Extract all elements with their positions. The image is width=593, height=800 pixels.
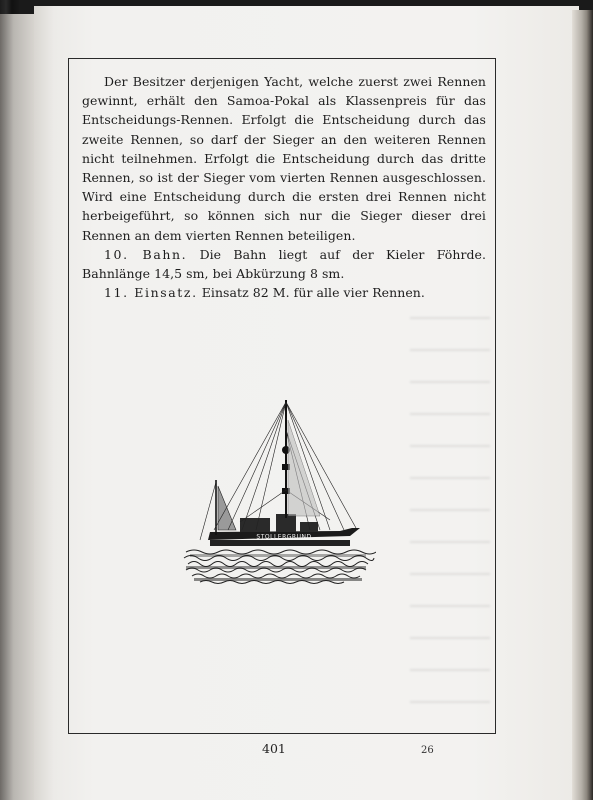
hull-name-label: STOLLERGRUND	[256, 533, 312, 541]
hull-waterline	[210, 540, 350, 546]
section-11	[82, 283, 486, 302]
sea-shading	[186, 554, 366, 581]
section-10	[82, 245, 486, 283]
deckhouse	[240, 518, 270, 532]
section-10-label: 10. Bahn.	[104, 246, 188, 262]
section-10-text: Die Bahn liegt auf der Kieler Föhrde. Bahnlänge 14,5 sm, bei Abkürzung 8 sm.	[82, 246, 487, 282]
previous-page-edge	[0, 14, 34, 800]
book-gutter	[572, 10, 593, 800]
lightship-illustration	[180, 390, 376, 590]
signature-mark: 26	[421, 745, 434, 756]
body-text	[82, 72, 486, 302]
paragraph-rules: Der Besitzer derjenigen Yacht, welche zuerst zwei Rennen gewinnt, erhält den Samoa-Pokal als Klassenpreis für das Entscheidungs-Rennen. Erfolgt die Entscheidung durch das zweite Rennen, so darf der Sieger an den weiteren Rennen nicht teilnehmen. Erfolgt die Entscheidung durch das dritte Rennen, so ist der Sieger vom vierten Rennen ausgeschlossen. Wird eine Entscheidung durch die ersten drei Rennen nicht herbeigeführt, so können sich nur die Sieger dieser drei Rennen an dem vierten Rennen beteiligen.	[82, 74, 486, 243]
section-11-label: 11. Einsatz.	[104, 285, 198, 301]
fore-sail	[218, 486, 236, 530]
page-number: 401	[262, 741, 286, 756]
section-11-text: Einsatz 82 M. für alle vier Rennen.	[201, 285, 425, 301]
